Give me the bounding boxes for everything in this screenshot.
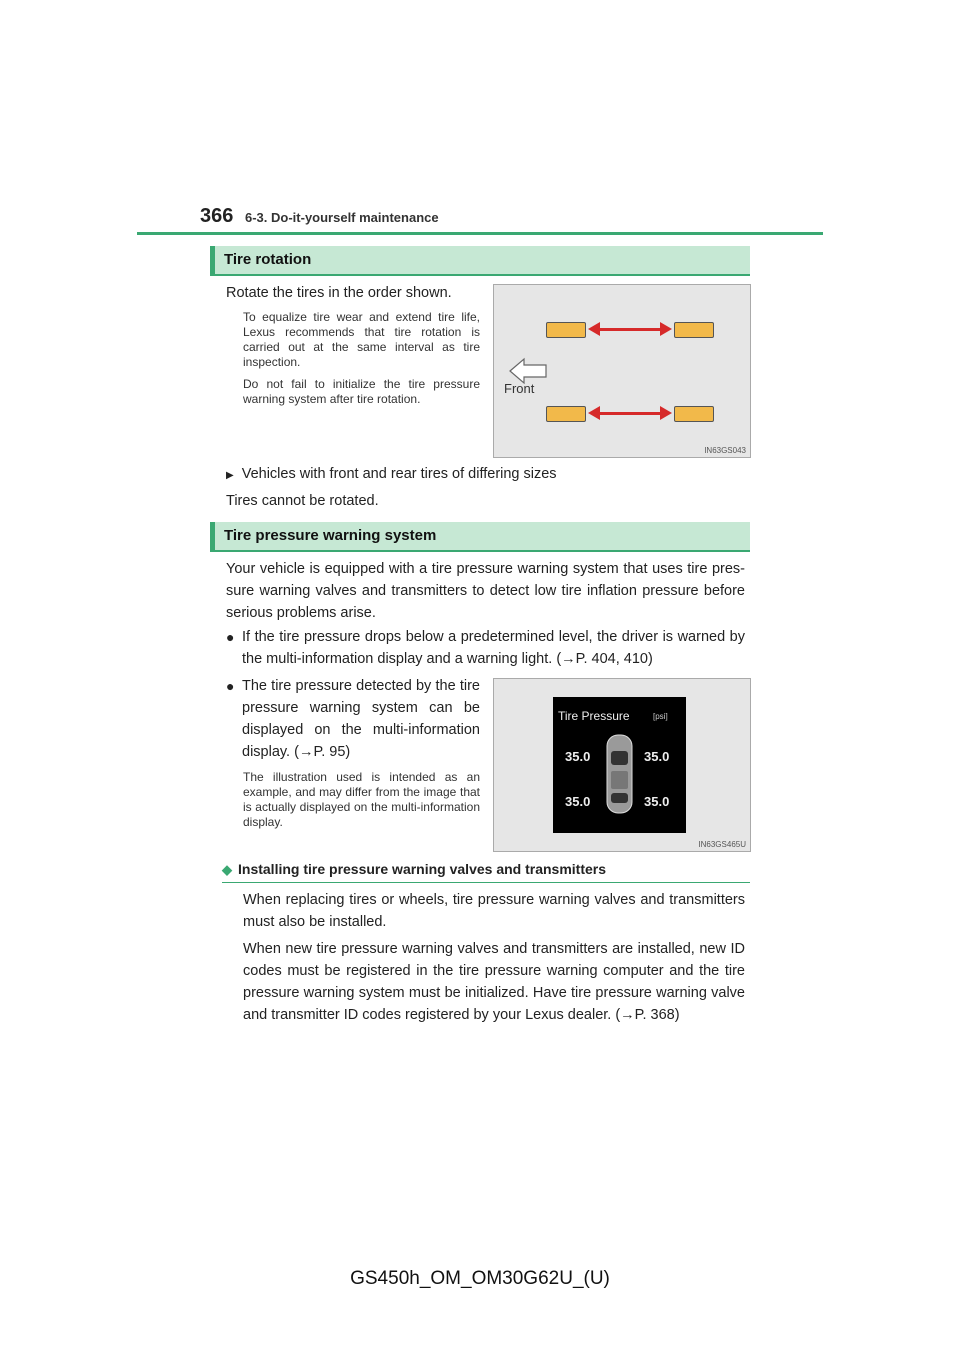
arrow-head-icon (660, 406, 672, 420)
display-title: Tire Pressure (558, 709, 630, 723)
tpws-bullet-2-text: The tire pressure detected by the tire pressure warning system can be displayed on the multi-information display. (→P. 95) (242, 678, 480, 760)
arrow-head-icon (588, 406, 600, 420)
tpws-bullet-2 (226, 675, 480, 763)
triangle-bullet-icon: ▶ (226, 470, 234, 481)
tire-pressure-rear-right: 35.0 (644, 794, 670, 809)
rotation-arrow (598, 412, 662, 415)
front-label: Front (504, 381, 535, 396)
bullet-icon: ● (226, 678, 235, 694)
tire-pressure-front-left: 35.0 (565, 749, 591, 764)
figure-code: IN63GS465U (698, 840, 746, 849)
subsection-divider (222, 882, 750, 883)
rotation-arrow (598, 328, 662, 331)
tire-rotation-note-2: Do not fail to initialize the tire pressure warning system after tire rotation. (243, 377, 480, 406)
display-unit: [psi] (653, 712, 668, 721)
section-title: Tire rotation (224, 251, 312, 268)
rear-tire-icon (674, 406, 714, 422)
arrow-head-icon (588, 322, 600, 336)
tpws-illustration-note: The illustration used is intended as an example, and may differ from the image that is actually displayed on the multi-information display. (243, 770, 480, 829)
subsection-para-2: When new tire pressure warning valves and transmitters are installed, new ID codes must be registered in the tire pressure warning computer and the tire pressure warning system must be initialized. Have tire pressure warning valve and transmitter ID codes registered by your Lexus dealer. (→P. 368) (243, 941, 745, 1023)
tire-rotation-intro: Rotate the tires in the order shown. (226, 285, 452, 301)
tpws-bullet-1 (226, 626, 745, 670)
differing-sizes-heading (226, 463, 557, 487)
section-heading-tire-rotation (210, 246, 750, 276)
differing-sizes-text: Vehicles with front and rear tires of differing sizes (241, 466, 557, 482)
subsection-heading (222, 858, 606, 881)
subsection-title: Installing tire pressure warning valves and transmitters (238, 861, 607, 877)
multi-information-display (553, 697, 686, 833)
front-tire-icon (546, 406, 586, 422)
tire-pressure-display-figure (493, 678, 751, 852)
tire-rotation-note-1: To equalize tire wear and extend tire life, Lexus recommends that tire rotation is carried out at the same interval as tire inspection. (243, 310, 480, 369)
page-number: 366 (200, 205, 234, 227)
tire-rotation-figure (493, 284, 751, 458)
subsection-para-1: When replacing tires or wheels, tire pressure warning valves and transmitters must also be installed. (243, 892, 745, 930)
car-top-view-icon (603, 733, 636, 815)
differing-sizes-note: Tires cannot be rotated. (226, 493, 379, 509)
tire-pressure-front-right: 35.0 (644, 749, 670, 764)
tpws-bullet-1-text: If the tire pressure drops below a predetermined level, the driver is warned by the multi-information display and a warning light. (→P. 404, 410) (242, 629, 745, 667)
document-id: GS450h_OM_OM30G62U_(U) (350, 1268, 610, 1289)
front-tire-icon (546, 322, 586, 338)
arrow-head-icon (660, 322, 672, 336)
diamond-icon: ◆ (222, 862, 232, 877)
chapter-title: 6-3. Do-it-yourself maintenance (245, 210, 439, 225)
header-divider (137, 232, 823, 235)
section-heading-tpws (210, 522, 750, 552)
tire-pressure-rear-left: 35.0 (565, 794, 591, 809)
tpws-intro: Your vehicle is equipped with a tire pressure warning system that uses tire pres-sure warning valves and transmitters to detect low tire inflation pressure before serious problems arise. (226, 561, 745, 621)
bullet-icon: ● (226, 629, 235, 645)
rear-tire-icon (674, 322, 714, 338)
figure-code: IN63GS043 (704, 446, 746, 455)
section-title: Tire pressure warning system (224, 527, 437, 544)
